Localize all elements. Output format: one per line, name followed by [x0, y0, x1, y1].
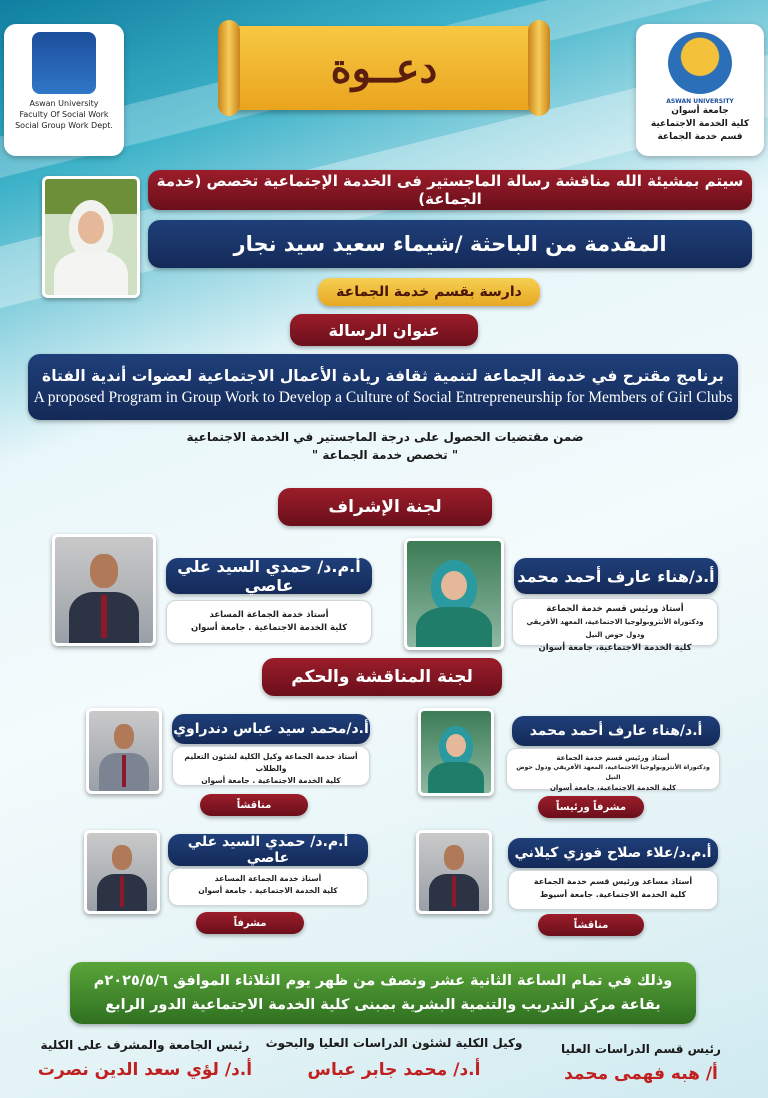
desc-line: ودكتوراة الأنثروبولوجيا الاجتماعية، المعهد الأفريقي ودول حوض النيل [526, 618, 704, 639]
committee-member-role: مشرفاً ورئيساً [538, 796, 644, 818]
page-title: دعــوة [330, 44, 438, 92]
desc-line: أستاذ خدمة الجماعة وكيل الكلية لشئون التعليم والطلاب [184, 752, 358, 773]
schedule-banner [70, 962, 696, 1024]
thesis-title-en: A proposed Program in Group Work to Develop a Culture of Social Entrepreneurship for Members of Girl Clubs [33, 389, 733, 406]
committee-member-photo [86, 708, 162, 794]
degree-line: " تخصص خدمة الجماعة " [311, 448, 459, 462]
title-scroll-banner [228, 26, 540, 110]
supervisor-photo [404, 538, 504, 650]
co-supervisor-photo [52, 534, 156, 646]
supervision-label: لجنة الإشراف [278, 488, 492, 526]
desc-line: أستاذ خدمة الجماعة المساعد [209, 610, 329, 620]
logo-badge: ASWAN UNIVERSITY [666, 98, 734, 105]
signature-title: رئيس قسم الدراسات العليا [561, 1042, 721, 1056]
committee-member-role: مناقشاً [200, 794, 308, 816]
desc-line: كلية الخدمة الاجتماعية . جامعة أسوان [198, 886, 338, 895]
committee-member-photo [416, 830, 492, 914]
co-supervisor-name: أ.م.د/ حمدي السيد علي عاصي [166, 558, 372, 594]
university-emblem-icon [668, 32, 732, 94]
logo-line: Social Group Work Dept. [15, 121, 113, 130]
desc-line: ودكتوراة الأنثروبولوجيا الاجتماعية، المعهد الأفريقي ودول حوض النيل [516, 764, 710, 781]
desc-line: كلية الخدمة الاجتماعية، جامعة أسوان [538, 643, 692, 653]
committee-member-desc [172, 746, 370, 786]
thesis-title-ar: برنامج مقترح في خدمة الجماعة لتنمية ثقافة ريادة الأعمال الاجتماعية لعضوات أندية الفتاة [42, 367, 724, 385]
faculty-logo-card [4, 24, 124, 156]
committee-member-role: مناقشاً [538, 914, 644, 936]
logo-line: جامعة أسوان [671, 106, 729, 116]
signature-name: أ.د/ لؤي سعد الدين نصرت [37, 1060, 253, 1080]
committee-member-desc [506, 748, 720, 790]
desc-line: أستاذ خدمة الجماعة المساعد [214, 874, 322, 883]
desc-line: كلية الخدمة الاجتماعية . جامعة أسوان [201, 776, 341, 785]
desc-line: كلية الخدمة الاجتماعية . جامعة أسوان [190, 623, 348, 633]
signature-name: أ/ هبه فهمى محمد [564, 1064, 718, 1084]
researcher-banner: المقدمة من الباحثة /شيماء سعيد سيد نجار [148, 220, 752, 268]
supervisor-name: أ.د/هناء عارف أحمد محمد [514, 558, 718, 594]
researcher-photo [42, 176, 140, 298]
logo-line: كلية الخدمة الاجتماعية [650, 119, 750, 129]
thesis-title-banner [28, 354, 738, 420]
desc-line: كلية الخدمة الاجتماعية. جامعة أسيوط [539, 890, 687, 899]
committee-member-name: أ.د/محمد سيد عباس دندراوي [172, 714, 370, 744]
desc-line: أستاذ ورئيس قسم خدمة الجماعة [556, 754, 670, 762]
desc-line: أستاذ ورئيس قسم خدمة الجماعة [546, 604, 684, 614]
desc-line: أستاذ مساعد ورئيس قسم خدمة الجماعة [533, 877, 693, 886]
intro-banner: سيتم بمشيئة الله مناقشة رسالة الماجستير فى الخدمة الإجتماعية تخصص (خدمة الجماعة) [148, 170, 752, 210]
committee-member-photo [418, 708, 494, 796]
committee-member-desc [508, 870, 718, 910]
desc-line: كلية الخدمة الاجتماعية، جامعة أسوان [549, 784, 677, 792]
committee-label: لجنة المناقشة والحكم [262, 658, 502, 696]
thesis-label: عنوان الرسالة [290, 314, 478, 346]
supervisor-desc [512, 598, 718, 653]
department-badge: دارسة بقسم خدمة الجماعة [318, 278, 540, 306]
logo-line: Aswan University [29, 99, 99, 108]
committee-member-name: أ.د/هناء عارف أحمد محمد [512, 716, 720, 746]
committee-member-name: أ.م.د/ حمدي السيد علي عاصي [168, 834, 368, 866]
committee-member-name: أ.م.د/علاء صلاح فوزي كيلاني [508, 838, 718, 868]
university-logo-card [636, 24, 764, 156]
logo-line: قسم خدمة الجماعة [657, 132, 743, 142]
schedule-line: وذلك في تمام الساعة الثانية عشر ونصف من ظهر يوم الثلاثاء الموافق ٢٠٢٥/٥/٦م [93, 973, 673, 989]
signature-title: رئيس الجامعة والمشرف على الكلية [40, 1038, 250, 1052]
signature-title: وكيل الكلية لشئون الدراسات العليا والبحوث [265, 1036, 523, 1050]
schedule-line: بقاعة مركز التدريب والتنمية البشرية بمبنى كلية الخدمة الاجتماعية الدور الرابع [105, 997, 661, 1013]
signature-name: أ.د/ محمد جابر عباس [307, 1060, 481, 1080]
logo-line: Faculty Of Social Work [19, 110, 109, 119]
faculty-emblem-icon [32, 32, 96, 94]
co-supervisor-desc [166, 600, 372, 644]
degree-line: ضمن مقتضيات الحصول على درجة الماجستير في الخدمة الاجتماعية [186, 430, 584, 444]
committee-member-photo [84, 830, 160, 914]
committee-member-desc [168, 868, 368, 906]
committee-member-role: مشرفاً [196, 912, 304, 934]
degree-note [150, 428, 620, 464]
